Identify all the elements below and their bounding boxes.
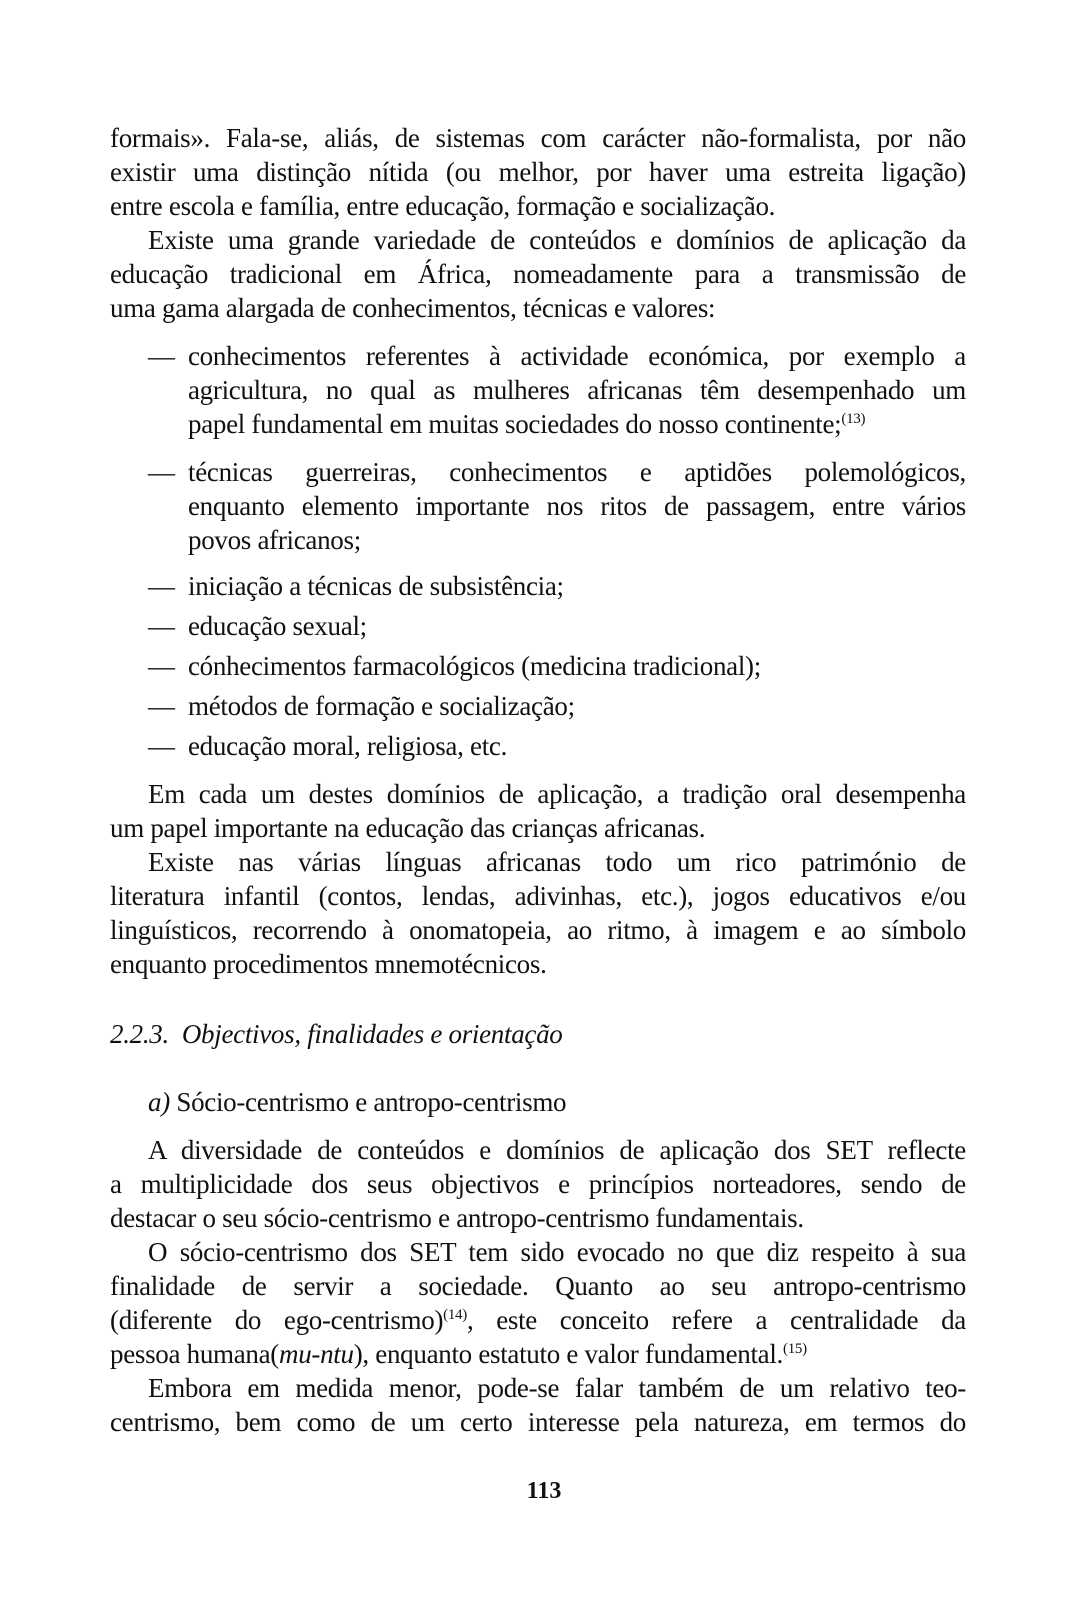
text-line: centrismo, bem como de um certo interesse pela natureza, em termos do <box>110 1407 966 1437</box>
text-line: literatura infantil (contos, lendas, adivinhas, etc.), jogos educativos e/ou <box>110 881 966 911</box>
em-dash-bullet: — <box>148 341 175 371</box>
em-dash-bullet: — <box>148 651 175 681</box>
footnote-ref: (14) <box>443 1307 467 1323</box>
em-dash-bullet: — <box>148 731 175 761</box>
text-line <box>188 408 865 440</box>
text-line: Existe uma grande variedade de conteúdos e domínios de aplicação da <box>148 225 966 255</box>
text-line: linguísticos, recorrendo à onomatopeia, ao ritmo, à imagem e ao símbolo <box>110 915 966 945</box>
text-line: enquanto elemento importante nos ritos de passagem, entre vários <box>188 491 966 521</box>
text-line: enquanto procedimentos mnemotécnicos. <box>110 949 547 979</box>
footnote-ref: (15) <box>783 1341 807 1357</box>
subsection-title: Sócio-centrismo e antropo-centrismo <box>176 1087 567 1117</box>
em-dash-bullet: — <box>148 691 175 721</box>
text-span: pessoa humana( <box>110 1339 279 1369</box>
em-dash-bullet: — <box>148 611 175 641</box>
text-line: povos africanos; <box>188 525 361 555</box>
section-number: 2.2.3. <box>110 1019 169 1049</box>
text-line: a multiplicidade dos seus objectivos e princípios norteadores, sendo de <box>110 1169 966 1199</box>
text-line: agricultura, no qual as mulheres africanas têm desempenhado um <box>188 375 966 405</box>
subsection-marker: a) <box>148 1087 170 1117</box>
text-line: educação tradicional em África, nomeadamente para a transmissão de <box>110 259 966 289</box>
text-line: um papel importante na educação das crianças africanas. <box>110 813 706 843</box>
text-line: conhecimentos referentes à actividade económica, por exemplo a <box>188 341 966 371</box>
text-line: Em cada um destes domínios de aplicação, a tradição oral desempenha <box>148 779 966 809</box>
text-line: educação sexual; <box>188 611 367 641</box>
em-dash-bullet: — <box>148 571 175 601</box>
text-line: cónhecimentos farmacológicos (medicina tradicional); <box>188 651 761 681</box>
footnote-ref: (13) <box>841 411 866 427</box>
em-dash-bullet: — <box>148 457 175 487</box>
text-line: entre escola e família, entre educação, formação e socialização. <box>110 191 776 221</box>
text-span: (diferente do ego-centrismo) <box>110 1305 444 1335</box>
text-line <box>110 1338 807 1370</box>
text-line: existir uma distinção nítida (ou melhor, por haver uma estreita ligação) <box>110 157 966 187</box>
text-span: ), enquanto estatuto e valor fundamental. <box>353 1339 784 1369</box>
text-line: finalidade de servir a sociedade. Quanto ao seu antropo-centrismo <box>110 1271 966 1301</box>
italic-term: mu-ntu <box>279 1339 354 1369</box>
text-line: educação moral, religiosa, etc. <box>188 731 508 761</box>
text-line: métodos de formação e socialização; <box>188 691 575 721</box>
section-title: Objectivos, finalidades e orientação <box>181 1019 563 1049</box>
text-line: A diversidade de conteúdos e domínios de aplicação dos SET reflecte <box>148 1135 966 1165</box>
text-line: destacar o seu sócio-centrismo e antropo-centrismo fundamentais. <box>110 1203 804 1233</box>
page-number: 113 <box>526 1478 562 1504</box>
subsection-heading <box>148 1086 566 1118</box>
text-line: Embora em medida menor, pode-se falar também de um relativo teo- <box>148 1373 966 1403</box>
section-heading <box>110 1018 562 1050</box>
text-line: iniciação a técnicas de subsistência; <box>188 571 564 601</box>
text-span: papel fundamental em muitas sociedades do nosso continente; <box>188 409 842 439</box>
text-line <box>110 1304 966 1336</box>
text-span: , este conceito refere a centralidade da <box>466 1305 966 1335</box>
text-line: técnicas guerreiras, conhecimentos e aptidões polemológicos, <box>188 457 966 487</box>
text-line: O sócio-centrismo dos SET tem sido evocado no que diz respeito à sua <box>148 1237 966 1267</box>
text-line: uma gama alargada de conhecimentos, técnicas e valores: <box>110 293 716 323</box>
text-line: Existe nas várias línguas africanas todo um rico património de <box>148 847 966 877</box>
text-line: formais». Fala-se, aliás, de sistemas com carácter não-formalista, por não <box>110 123 966 153</box>
